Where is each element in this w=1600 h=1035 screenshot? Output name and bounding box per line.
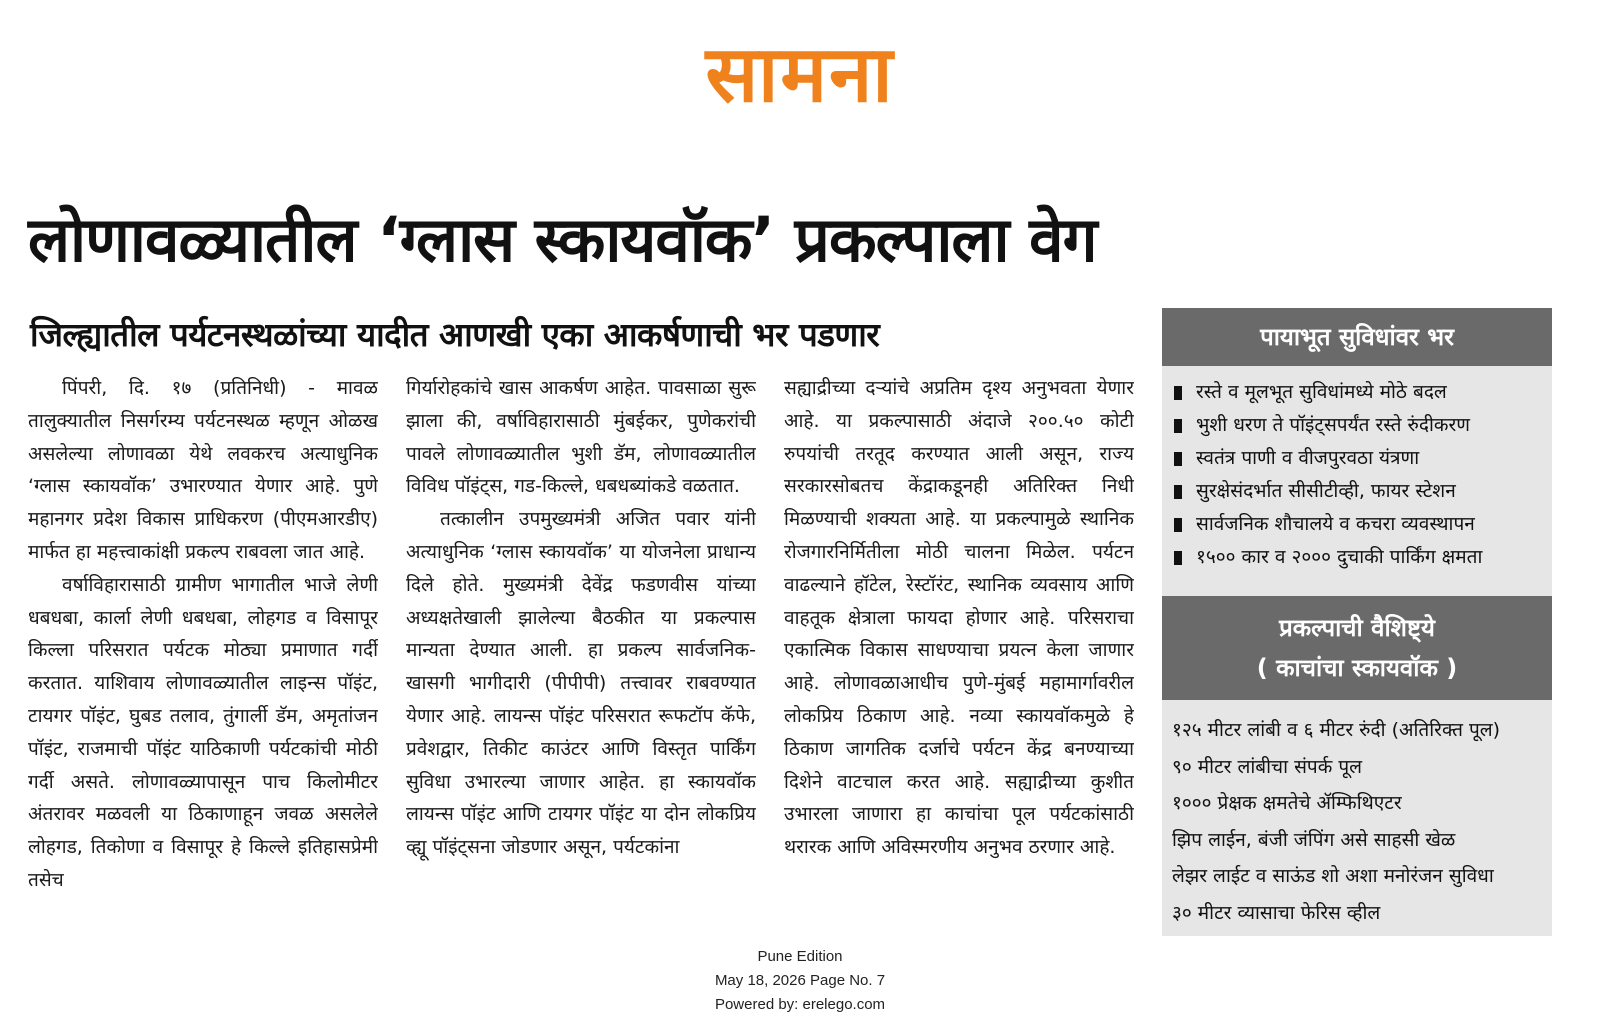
list-item: १००० प्रेक्षक क्षमतेचे ॲम्फिथिएटर: [1172, 792, 1402, 814]
features-title-line-1: प्रकल्पाची वैशिष्ट्ये: [1279, 614, 1435, 642]
list-item: लेझर लाईट व साऊंड शो अशा मनोरंजन सुविधा: [1172, 865, 1494, 887]
headline: लोणावळ्यातील ‘ग्लास स्कायवॉक’ प्रकल्पाला वेग: [28, 203, 1097, 276]
features-list: [1162, 700, 1552, 931]
bullet-icon: [1174, 386, 1182, 400]
bullet-icon: [1174, 518, 1182, 532]
list-item: ३० मीटर व्यासाचा फेरिस व्हील: [1172, 901, 1381, 924]
page-footer: [0, 945, 1600, 1017]
paragraph: वर्षाविहारासाठी ग्रामीण भागातील भाजे लेणी धबधबा, कार्ला लेणी धबधबा, लोहगड व विसापूर किल्ला परिसरात पर्यटक मोठ्या प्रमाणात गर्दी करतात. याशिवाय लोणावळ्यातील लाइन्स पॉइंट, टायगर पॉइंट, घुबड तलाव, तुंगार्ली डॅम, अमृतांजन पॉइंट, राजमाची पॉइंट याठिकाणी पर्यटकांची मोठी गर्दी असते. लोणावळ्यापासून पाच किलोमीटर अंतरावर मळवली या ठिकाणाहून जवळ असलेले लोहगड, तिकोणा व विसापूर हे किल्ले इतिहासप्रेमी तसेच: [28, 573, 378, 891]
date-page-label: May 18, 2026 Page No. 7: [714, 972, 886, 989]
article-column-1: [28, 372, 378, 932]
list-item: सार्वजनिक शौचालये व कचरा व्यवस्थापन: [1172, 508, 1544, 541]
list-item: रस्ते व मूलभूत सुविधांमध्ये मोठे बदल: [1172, 376, 1544, 409]
edition-label: Pune Edition: [757, 948, 843, 965]
paragraph: तत्कालीन उपमुख्यमंत्री अजित पवार यांनी अत्याधुनिक ‘ग्लास स्कायवॉक’ या योजनेला प्राधान्य दिले होते. मुख्यमंत्री देवेंद्र फडणवीस यांच्या अध्यक्षतेखाली झालेल्या बैठकीत या प्रकल्पास मान्यता देण्यात आली. हा प्रकल्प सार्वजनिक-खासगी भागीदारी (पीपीपी) तत्त्वावर राबवण्यात येणार आहे. लायन्स पॉइंट परिसरात रूफटॉप कॅफे, प्रवेशद्वार, तिकीट काउंटर आणि विस्तृत पार्किंग सुविधा उभारल्या जाणार आहेत. हा स्कायवॉक लायन्स पॉइंट आणि टायगर पॉइंट या दोन लोकप्रिय व्ह्यू पॉइंट्सना जोडणार असून, पर्यटकांना: [406, 508, 756, 859]
powered-by-label: Powered by: erelego.com: [714, 996, 886, 1013]
article-column-3: [784, 372, 1134, 932]
subheadline: जिल्ह्यातील पर्यटनस्थळांच्या यादीत आणखी एका आकर्षणाची भर पडणार: [30, 315, 880, 354]
article-column-2: [406, 372, 756, 932]
bullet-icon: [1174, 452, 1182, 466]
masthead-logo: [0, 30, 1600, 120]
bullet-icon: [1174, 485, 1182, 499]
list-item: भुशी धरण ते पॉइंट्सपर्यंत रस्ते रुंदीकरण: [1172, 409, 1544, 442]
list-item: १२५ मीटर लांबी व ६ मीटर रुंदी (अतिरिक्त पूल): [1172, 719, 1501, 741]
bullet-icon: [1174, 419, 1182, 433]
list-item: ९० मीटर लांबीचा संपर्क पूल: [1172, 755, 1363, 778]
paragraph: गिर्यारोहकांचे खास आकर्षण आहेत. पावसाळा सुरू झाला की, वर्षाविहारासाठी मुंबईकर, पुणेकरांची पावले लोणावळ्यातील भुशी डॅम, लोणावळ्यातील विविध पॉइंट्स, गड-किल्ले, धबधब्यांकडे वळतात.: [406, 377, 756, 498]
features-box-title: [1162, 596, 1552, 700]
paragraph: पिंपरी, दि. १७ (प्रतिनिधी) - मावळ तालुक्यातील निसर्गरम्य पर्यटनस्थळ म्हणून ओळख असलेल्या लोणावळा येथे लवकरच अत्याधुनिक ‘ग्लास स्कायवॉक’ उभारण्यात येणार आहे. पुणे महानगर प्रदेश विकास प्राधिकरण (पीएमआरडीए) मार्फत हा महत्त्वाकांक्षी प्रकल्प राबवला जात आहे.: [28, 377, 378, 563]
list-item: १५०० कार व २००० दुचाकी पार्किंग क्षमता: [1172, 541, 1544, 574]
infrastructure-box-title: पायाभूत सुविधांवर भर: [1162, 308, 1552, 366]
list-item: सुरक्षेसंदर्भात सीसीटीव्ही, फायर स्टेशन: [1172, 475, 1544, 508]
sidebar-box: [1162, 308, 1552, 936]
features-title-line-2: ( काचांचा स्कायवॉक ): [1256, 654, 1458, 682]
infrastructure-list: [1162, 366, 1552, 574]
logo-text: सामना: [705, 30, 895, 120]
list-item: झिप लाईन, बंजी जंपिंग असे साहसी खेळ: [1172, 828, 1456, 851]
paragraph: सह्याद्रीच्या दऱ्यांचे अप्रतिम दृश्य अनुभवता येणार आहे. या प्रकल्पासाठी अंदाजे २००.५० कोटी रुपयांची तरतूद करण्यात आली असून, राज्य सरकारसोबतच केंद्राकडूनही अतिरिक्त निधी मिळण्याची शक्यता आहे. या प्रकल्पामुळे स्थानिक रोजगारनिर्मितीला मोठी चालना मिळेल. पर्यटन वाढल्याने हॉटेल, रेस्टॉरंट, स्थानिक व्यवसाय आणि वाहतूक क्षेत्राला फायदा होणार आहे. परिसराचा एकात्मिक विकास साधण्याचा प्रयत्न केला जाणार आहे. लोणावळाआधीच पुणे-मुंबई महामार्गावरील लोकप्रिय ठिकाण आहे. नव्या स्कायवॉकमुळे हे ठिकाण जागतिक दर्जाचे पर्यटन केंद्र बनण्याच्या दिशेने वाटचाल करत आहे. सह्याद्रीच्या कुशीत उभारला जाणारा हा काचांचा पूल पर्यटकांसाठी थरारक आणि अविस्मरणीय अनुभव ठरणार आहे.: [784, 377, 1134, 859]
bullet-icon: [1174, 551, 1182, 565]
list-item: स्वतंत्र पाणी व वीजपुरवठा यंत्रणा: [1172, 442, 1544, 475]
